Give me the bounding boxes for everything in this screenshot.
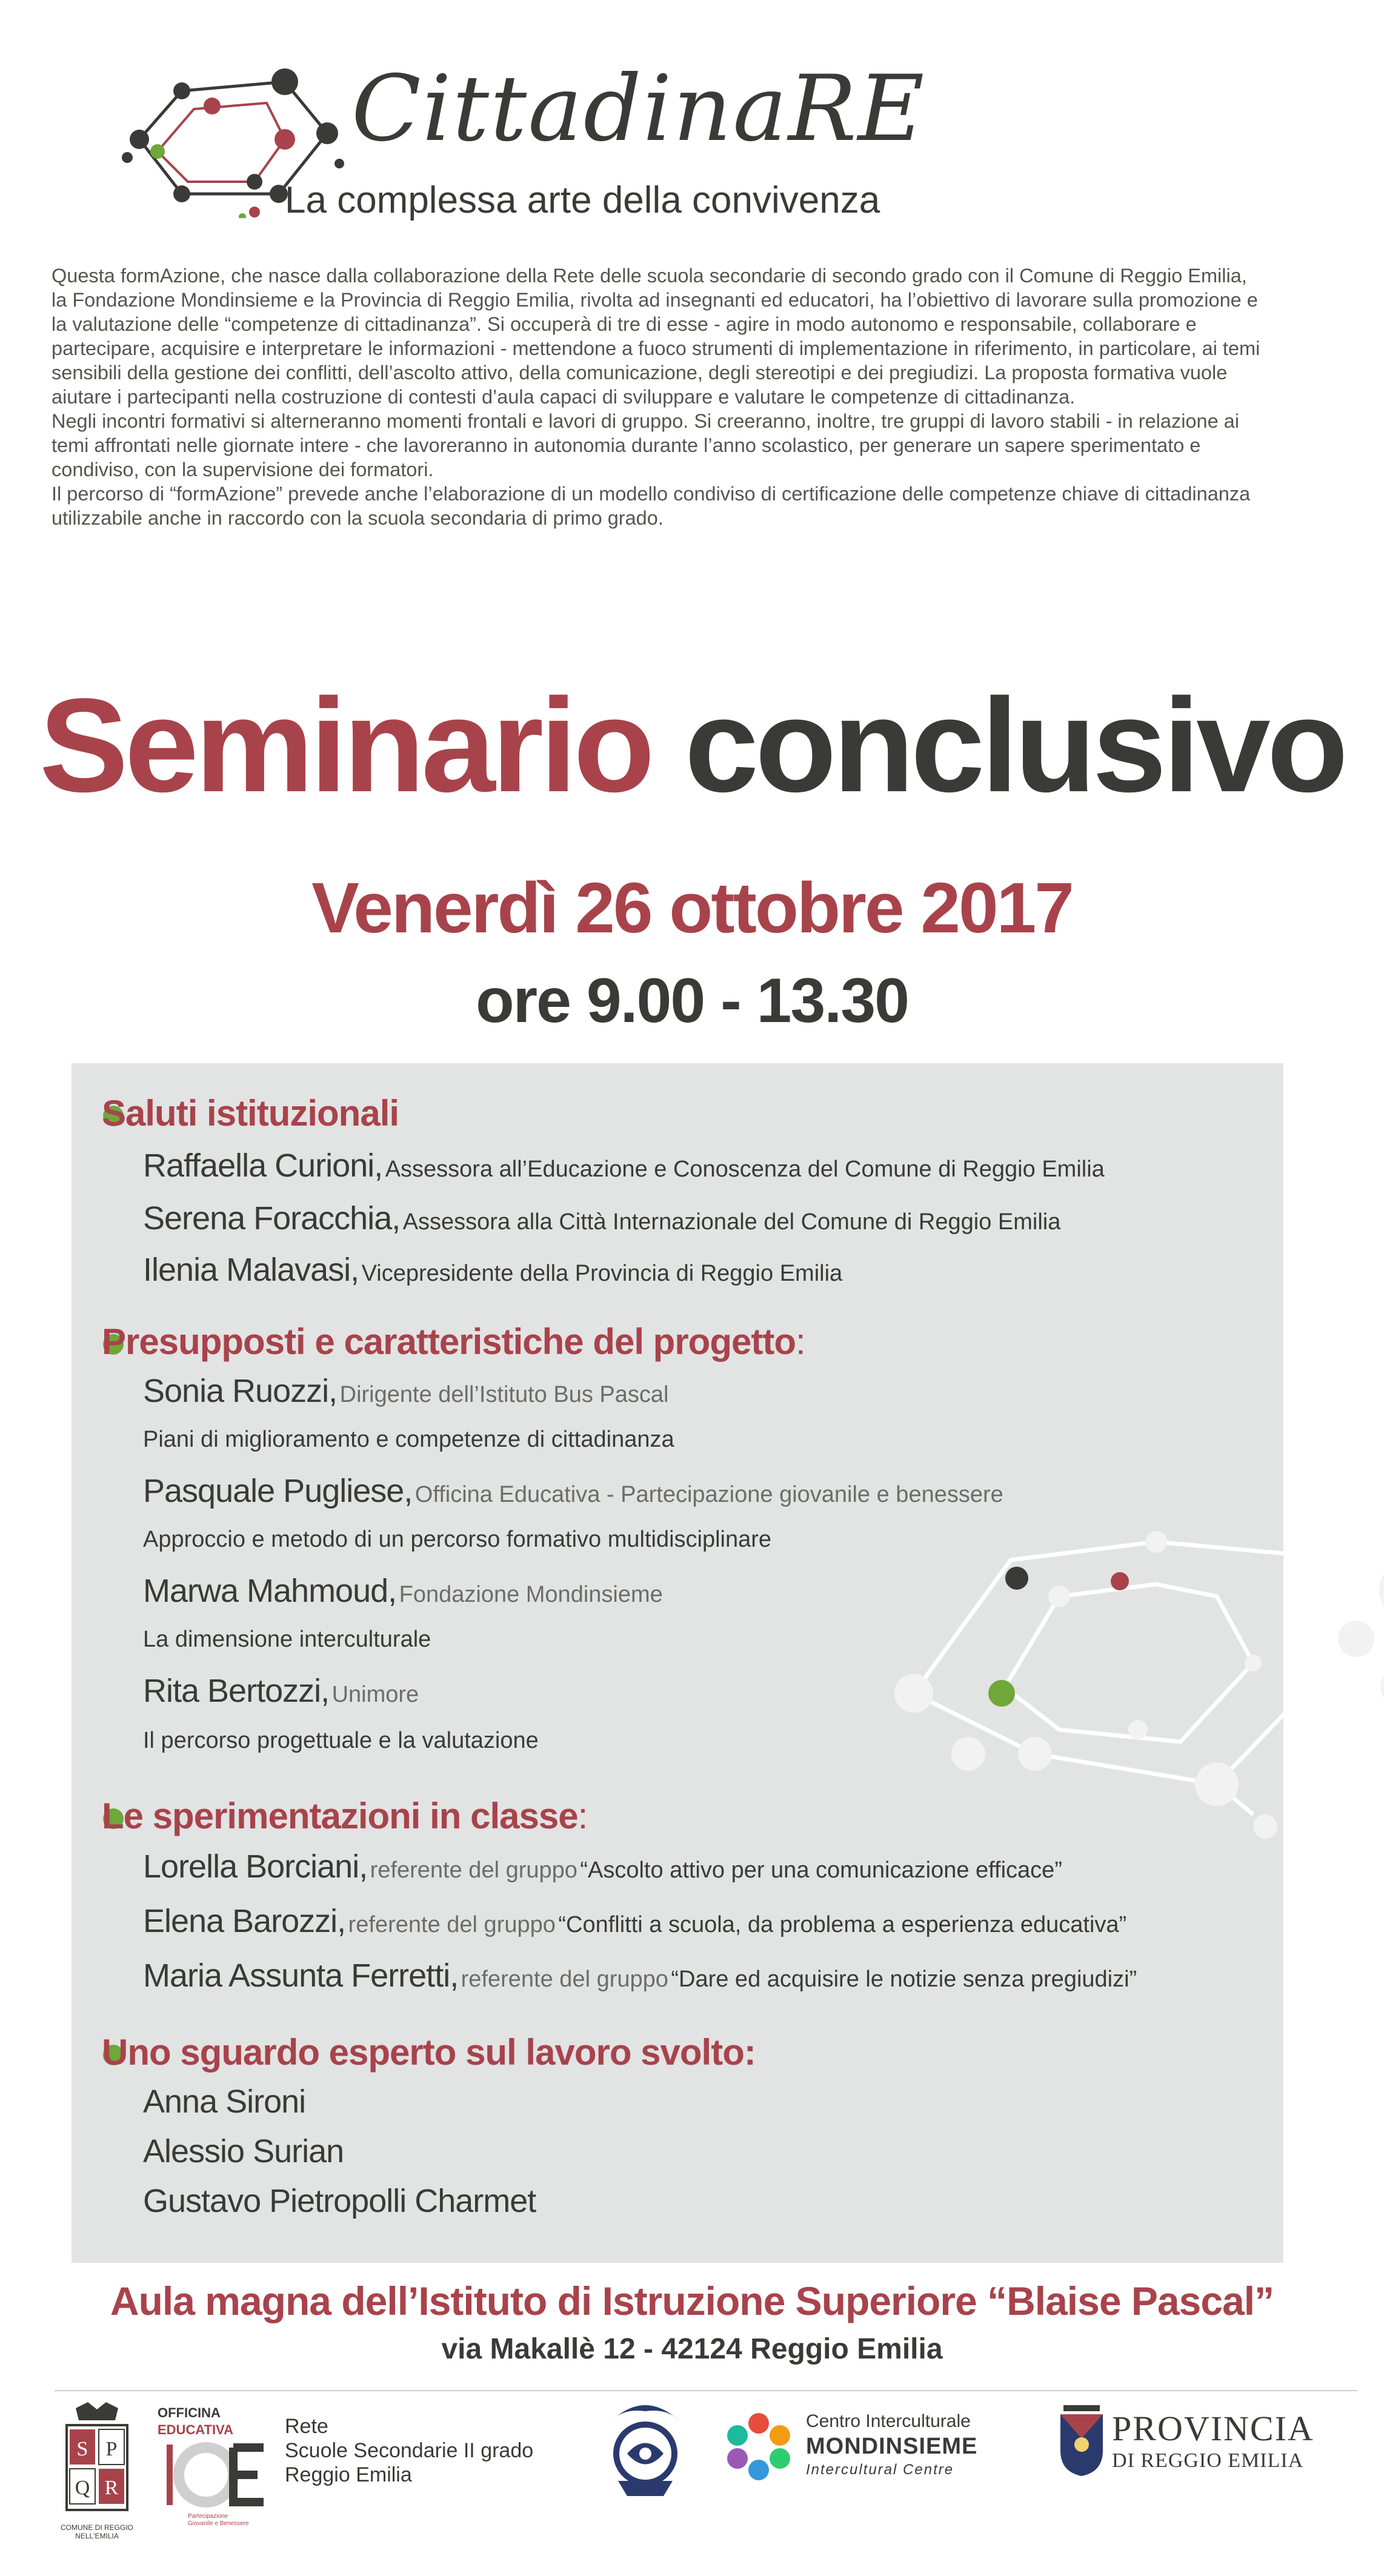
intro-text <box>52 264 1263 530</box>
rete-line: Reggio Emilia <box>285 2463 412 2486</box>
brand-title: CittadinaRE <box>351 56 926 162</box>
speaker-line <box>143 1572 663 1610</box>
intro-paragraph: Questa formAzione, che nasce dalla collaborazione della Rete delle scuola secondarie di secondo grado con il Comune di Reggio Emilia, la Fondazione Mondinsieme e la Provincia di Reggio Emilia, rivolta ad insegnanti ed educatori, ha l’obiettivo di lavorare sulla promozione e la valutazione delle “competenze di cittadinanza”. Si occuperà di tre di esse - agire in modo autonomo e responsabile, collaborare e partecipare, acquisire e interpretare le informazioni - mettendone a fuoco strumenti di implementazione in riferimento, in particolare, ai temi sensibili della gestione dei conflitti, dell’ascolto attivo, della comunicazione, degli stereotipi e dei pregiudizi. La proposta formativa vuole aiutare i partecipanti nella costruzione di contesti d’aula capaci di sviluppare e valutare le competenze di cittadinanza. <box>52 265 1260 408</box>
seminar-date: Venerdì 26 ottobre 2017 <box>311 868 1073 948</box>
speaker-line <box>143 1200 1060 1237</box>
speaker-line <box>143 1672 419 1710</box>
venue-name: Aula magna dell’Istituto di Istruzione Superiore “Blaise Pascal” <box>110 2279 1274 2323</box>
comune-crest-icon <box>58 2402 136 2520</box>
talk-topic: Piani di miglioramento e competenze di cittadinanza <box>143 1427 674 1452</box>
speaker-role: referente del gruppo <box>348 1912 556 1937</box>
venue-address: via Makallè 12 - 42124 Reggio Emilia <box>441 2333 943 2365</box>
speaker-name: Sonia Ruozzi, <box>143 1373 338 1409</box>
brand-tagline: La complessa arte della convivenza <box>285 179 880 221</box>
speaker-line <box>143 1251 842 1289</box>
speaker-name: Pasquale Pugliese, <box>143 1473 413 1509</box>
crest-letter: P <box>105 2438 118 2460</box>
officina-mark-icon <box>164 2438 267 2511</box>
section-heading-text: Le sperimentazioni in classe <box>102 1796 578 1836</box>
section-heading-sguardo: Uno sguardo esperto sul lavoro svolto: <box>102 2032 756 2073</box>
provincia-line2: DI REGGIO EMILIA <box>1112 2449 1304 2472</box>
officina-line2: EDUCATIVA <box>158 2422 234 2437</box>
expert-name: Gustavo Pietropolli Charmet <box>143 2183 536 2219</box>
talk-topic: “Conflitti a scuola, da problema a esperienza educativa” <box>558 1912 1127 1937</box>
mondinsieme-line3: Intercultural Centre <box>806 2461 954 2478</box>
seminar-title-part1: Seminario <box>39 671 651 820</box>
seminar-title-part2: conclusivo <box>684 671 1345 820</box>
speaker-name: Elena Barozzi, <box>143 1903 346 1939</box>
speaker-name: Maria Assunta Ferretti, <box>143 1957 459 1994</box>
talk-topic: Approccio e metodo di un percorso formativo multidisciplinare <box>143 1527 772 1552</box>
speaker-line <box>143 1472 1003 1510</box>
rete-line: Rete <box>285 2415 328 2438</box>
speaker-name: Lorella Borciani, <box>143 1848 368 1885</box>
rete-scuole-text <box>285 2414 533 2487</box>
speaker-name: Raffaella Curioni, <box>143 1147 383 1184</box>
speaker-role: Fondazione Mondinsieme <box>399 1582 663 1607</box>
intro-paragraph: Negli incontri formativi si alterneranno momenti frontali e lavori di gruppo. Si creeranno, inoltre, tre gruppi di lavoro stabili - in relazione ai temi affrontati nelle giornate intere - che lavoreranno in autonomia durante l’anno scolastico, per generare un sapere sperimentato e condiviso, con la supervisione dei formatori. <box>52 410 1239 480</box>
speaker-name: Ilenia Malavasi, <box>143 1252 359 1288</box>
speaker-line <box>143 1372 668 1410</box>
provincia-logo <box>1057 2402 1318 2487</box>
mondinsieme-logo <box>724 2408 1015 2487</box>
speaker-role: Assessora alla Città Internazionale del Comune di Reggio Emilia <box>402 1209 1061 1235</box>
speaker-line <box>143 1902 1126 1940</box>
speaker-line <box>143 1957 1137 1994</box>
comune-logo <box>58 2402 136 2541</box>
ornamental-logo-icon <box>600 2396 691 2499</box>
speaker-name: Marwa Mahmoud, <box>143 1573 397 1609</box>
provincia-line1: PROVINCIA <box>1112 2409 1314 2448</box>
seminar-title <box>0 671 1384 820</box>
section-heading-colon: : <box>795 1321 805 1362</box>
crest-letter: S <box>76 2438 88 2460</box>
mondinsieme-line1: Centro Interculturale <box>806 2411 971 2431</box>
crest-letter: R <box>104 2477 119 2499</box>
network-decoration <box>877 1499 1384 1863</box>
talk-topic: “Ascolto attivo per una comunicazione efficace” <box>580 1857 1062 1883</box>
speaker-name: Rita Bertozzi, <box>143 1673 330 1709</box>
officina-sub: Partecipazione Giovanile e Benessere <box>188 2513 249 2527</box>
officina-educativa-logo <box>151 2405 267 2532</box>
speaker-role: referente del gruppo <box>370 1857 577 1883</box>
seminar-time: ore 9.00 - 13.30 <box>476 966 908 1036</box>
mondinsieme-flower-icon <box>724 2411 794 2481</box>
speaker-name: Serena Foracchia, <box>143 1200 401 1237</box>
expert-name: Alessio Surian <box>143 2133 344 2169</box>
section-heading-text: Presupposti e caratteristiche del progetto <box>102 1321 796 1362</box>
program-panel <box>72 1063 1283 2263</box>
talk-topic: La dimensione interculturale <box>143 1627 431 1652</box>
section-heading-presupposti <box>102 1321 805 1363</box>
expert-name: Anna Sironi <box>143 2083 306 2120</box>
mondinsieme-line2: MONDINSIEME <box>806 2434 978 2459</box>
section-heading-sperimentazioni <box>102 1795 587 1837</box>
speaker-role: referente del gruppo <box>461 1967 668 1992</box>
talk-topic: “Dare ed acquisire le notizie senza pregiudizi” <box>671 1967 1137 1992</box>
comune-caption: COMUNE DI REGGIO NELL'EMILIA <box>60 2523 133 2540</box>
intro-paragraph: Il percorso di “formAzione” prevede anche l’elaborazione di un modello condiviso di certificazione delle competenze chiave di cittadinanza utilizzabile anche in raccordo con la scuola secondaria di primo grado. <box>52 483 1251 529</box>
provincia-crest-icon <box>1057 2402 1106 2478</box>
speaker-role: Officina Educativa - Partecipazione giovanile e benessere <box>414 1482 1003 1507</box>
footer-divider <box>55 2390 1357 2391</box>
speaker-line <box>143 1147 1105 1184</box>
speaker-role: Assessora all’Educazione e Conoscenza del Comune di Reggio Emilia <box>385 1157 1105 1182</box>
officina-line1: OFFICINA <box>158 2405 221 2420</box>
section-heading-colon: : <box>577 1796 588 1836</box>
rete-line: Scuole Secondarie II grado <box>285 2439 534 2462</box>
speaker-role: Dirigente dell’Istituto Bus Pascal <box>339 1382 669 1407</box>
speaker-role: Unimore <box>331 1682 419 1707</box>
crest-letter: Q <box>75 2477 90 2499</box>
talk-topic: Il percorso progettuale e la valutazione <box>143 1728 539 1753</box>
speaker-line <box>143 1848 1062 1885</box>
section-heading-saluti: Saluti istituzionali <box>102 1093 399 1134</box>
speaker-role: Vicepresidente della Provincia di Reggio Emilia <box>361 1261 843 1286</box>
